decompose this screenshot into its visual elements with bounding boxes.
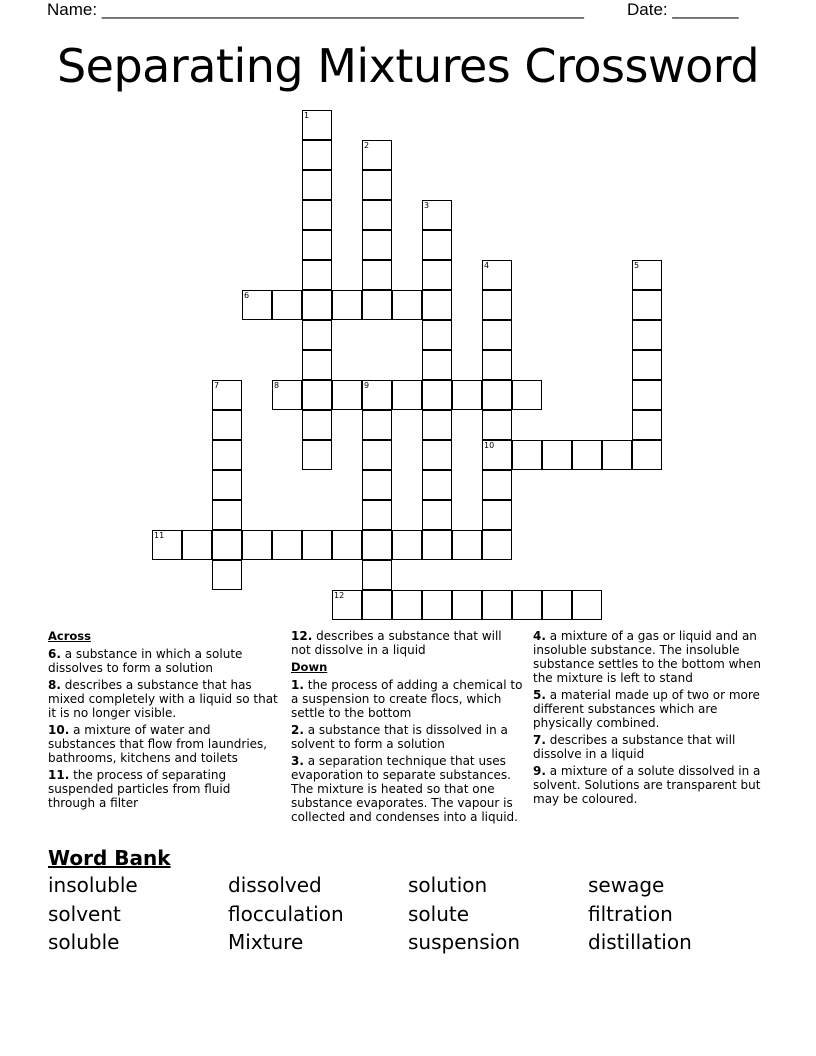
clue-across-12: 12. describes a substance that will not dissolve in a liquid [291, 629, 502, 657]
grid-cell[interactable] [212, 500, 242, 530]
clue-number: 12 [334, 591, 345, 600]
grid-cell[interactable] [482, 590, 512, 620]
grid-cell[interactable] [302, 350, 332, 380]
grid-cell[interactable] [302, 230, 332, 260]
grid-cell[interactable] [482, 290, 512, 320]
grid-cell[interactable] [482, 440, 512, 470]
grid-cell[interactable] [422, 350, 452, 380]
grid-cell[interactable] [422, 500, 452, 530]
grid-cell[interactable] [512, 440, 542, 470]
word-bank-word: flocculation [228, 902, 344, 926]
grid-cell[interactable] [482, 380, 512, 410]
grid-cell[interactable] [302, 440, 332, 470]
grid-cell[interactable] [422, 470, 452, 500]
grid-cell[interactable] [212, 380, 242, 410]
grid-cell[interactable] [362, 230, 392, 260]
grid-cell[interactable] [362, 200, 392, 230]
down-heading: Down [291, 660, 328, 674]
grid-cell[interactable] [212, 440, 242, 470]
grid-cell[interactable] [212, 470, 242, 500]
grid-cell[interactable] [302, 200, 332, 230]
grid-cell[interactable] [212, 410, 242, 440]
clue-number: 10 [484, 441, 495, 450]
name-label: Name: [47, 0, 98, 19]
grid-cell[interactable] [302, 290, 332, 320]
grid-cell[interactable] [362, 560, 392, 590]
grid-cell[interactable] [422, 380, 452, 410]
grid-cell[interactable] [302, 410, 332, 440]
grid-cell[interactable] [392, 530, 422, 560]
across-heading: Across [48, 629, 91, 643]
word-bank-word: soluble [48, 930, 120, 954]
grid-cell[interactable] [362, 470, 392, 500]
grid-cell[interactable] [392, 290, 422, 320]
grid-cell[interactable] [422, 530, 452, 560]
clue-number: 3 [424, 201, 430, 210]
grid-cell[interactable] [632, 350, 662, 380]
grid-cell[interactable] [452, 530, 482, 560]
grid-cell[interactable] [542, 440, 572, 470]
clue-number: 1 [304, 111, 310, 120]
grid-cell[interactable] [632, 290, 662, 320]
grid-cell[interactable] [332, 590, 362, 620]
grid-cell[interactable] [422, 320, 452, 350]
clue-down-1: 1. the process of adding a chemical to a suspension to create flocs, which settle to the bottom [291, 678, 523, 720]
grid-cell[interactable] [572, 590, 602, 620]
grid-cell[interactable] [392, 380, 422, 410]
grid-cell[interactable] [632, 260, 662, 290]
grid-cell[interactable] [332, 380, 362, 410]
grid-cell[interactable] [362, 500, 392, 530]
grid-cell[interactable] [422, 290, 452, 320]
grid-cell[interactable] [242, 290, 272, 320]
grid-cell[interactable] [302, 260, 332, 290]
grid-cell[interactable] [152, 530, 182, 560]
grid-cell[interactable] [392, 590, 422, 620]
grid-cell[interactable] [362, 290, 392, 320]
word-bank-word: Mixture [228, 930, 304, 954]
grid-cell[interactable] [632, 410, 662, 440]
grid-cell[interactable] [212, 530, 242, 560]
grid-cell[interactable] [632, 320, 662, 350]
grid-cell[interactable] [362, 260, 392, 290]
grid-cell[interactable] [362, 530, 392, 560]
grid-cell[interactable] [272, 530, 302, 560]
clue-number: 4 [484, 261, 490, 270]
grid-cell[interactable] [302, 530, 332, 560]
grid-cell[interactable] [632, 380, 662, 410]
grid-cell[interactable] [422, 590, 452, 620]
grid-cell[interactable] [272, 290, 302, 320]
grid-cell[interactable] [482, 320, 512, 350]
grid-cell[interactable] [482, 530, 512, 560]
grid-cell[interactable] [182, 530, 212, 560]
clue-number: 2 [364, 141, 370, 150]
grid-cell[interactable] [452, 380, 482, 410]
grid-cell[interactable] [512, 590, 542, 620]
word-bank-title: Word Bank [48, 846, 171, 870]
grid-cell[interactable] [542, 590, 572, 620]
word-bank-word: distillation [588, 930, 692, 954]
clues-column-2 [291, 629, 523, 827]
clue-down-2: 2. a substance that is dissolved in a solvent to form a solution [291, 723, 508, 751]
word-bank-word: solute [408, 902, 470, 926]
grid-cell[interactable] [242, 530, 272, 560]
grid-cell[interactable] [512, 380, 542, 410]
grid-cell[interactable] [302, 320, 332, 350]
grid-cell[interactable] [422, 260, 452, 290]
clue-number: 7 [214, 381, 220, 390]
date-label: Date: [627, 0, 668, 19]
grid-cell[interactable] [482, 260, 512, 290]
grid-cell[interactable] [362, 380, 392, 410]
clue-number: 9 [364, 381, 370, 390]
clue-down-7: 7. describes a substance that will dissolve in a liquid [533, 733, 736, 761]
word-bank-word: suspension [408, 930, 521, 954]
grid-cell[interactable] [422, 410, 452, 440]
word-bank-word: insoluble [48, 873, 138, 897]
word-bank-word: dissolved [228, 873, 322, 897]
clue-across-8: 8. describes a substance that has mixed completely with a liquid so that it is no longer visible. [48, 678, 278, 720]
name-line[interactable]: ___________________________________________________ [101, 0, 584, 19]
word-bank-word: sewage [588, 873, 665, 897]
grid-cell[interactable] [362, 590, 392, 620]
word-bank-word: filtration [588, 902, 673, 926]
grid-cell[interactable] [482, 410, 512, 440]
grid-cell[interactable] [272, 380, 302, 410]
grid-cell[interactable] [302, 140, 332, 170]
grid-cell[interactable] [302, 110, 332, 140]
grid-cell[interactable] [212, 560, 242, 590]
grid-cell[interactable] [362, 440, 392, 470]
grid-cell[interactable] [422, 440, 452, 470]
grid-cell[interactable] [482, 500, 512, 530]
clue-down-4: 4. a mixture of a gas or liquid and an insoluble substance. The insoluble substance settles to the bottom when the mixture is left to stand [533, 629, 762, 685]
clue-down-3: 3. a separation technique that uses evaporation to separate substances. The mixture is heated so that one substance evaporates. The vapour is collected and condenses into a liquid. [291, 754, 518, 824]
grid-cell[interactable] [302, 170, 332, 200]
date-line[interactable]: _______ [672, 0, 739, 19]
grid-cell[interactable] [362, 170, 392, 200]
grid-cell[interactable] [572, 440, 602, 470]
clue-across-6: 6. a substance in which a solute dissolves to form a solution [48, 647, 243, 675]
clue-number: 8 [274, 381, 280, 390]
grid-cell[interactable] [332, 530, 362, 560]
grid-cell[interactable] [302, 380, 332, 410]
grid-cell[interactable] [422, 230, 452, 260]
clue-across-10: 10. a mixture of water and substances that flow from laundries, bathrooms, kitchens and toilets [48, 723, 268, 765]
clue-number: 11 [154, 531, 165, 540]
clue-number: 6 [244, 291, 250, 300]
clues-column-1 [48, 629, 280, 813]
grid-cell[interactable] [452, 590, 482, 620]
clues-column-3 [533, 629, 769, 809]
grid-cell[interactable] [362, 410, 392, 440]
grid-cell[interactable] [602, 440, 632, 470]
clue-number: 5 [634, 261, 640, 270]
word-bank-word: solution [408, 873, 488, 897]
page-title: Separating Mixtures Crossword [56, 39, 760, 93]
grid-cell[interactable] [422, 200, 452, 230]
clue-down-9: 9. a mixture of a solute dissolved in a solvent. Solutions are transparent but may be coloured. [533, 764, 761, 806]
grid-cell[interactable] [482, 350, 512, 380]
word-bank-word: solvent [48, 902, 121, 926]
grid-cell[interactable] [482, 470, 512, 500]
grid-cell[interactable] [332, 290, 362, 320]
grid-cell[interactable] [362, 140, 392, 170]
clue-across-11: 11. the process of separating suspended particles from fluid through a filter [48, 768, 231, 810]
clue-down-5: 5. a material made up of two or more different substances which are physically combined. [533, 688, 760, 730]
grid-cell[interactable] [632, 440, 662, 470]
